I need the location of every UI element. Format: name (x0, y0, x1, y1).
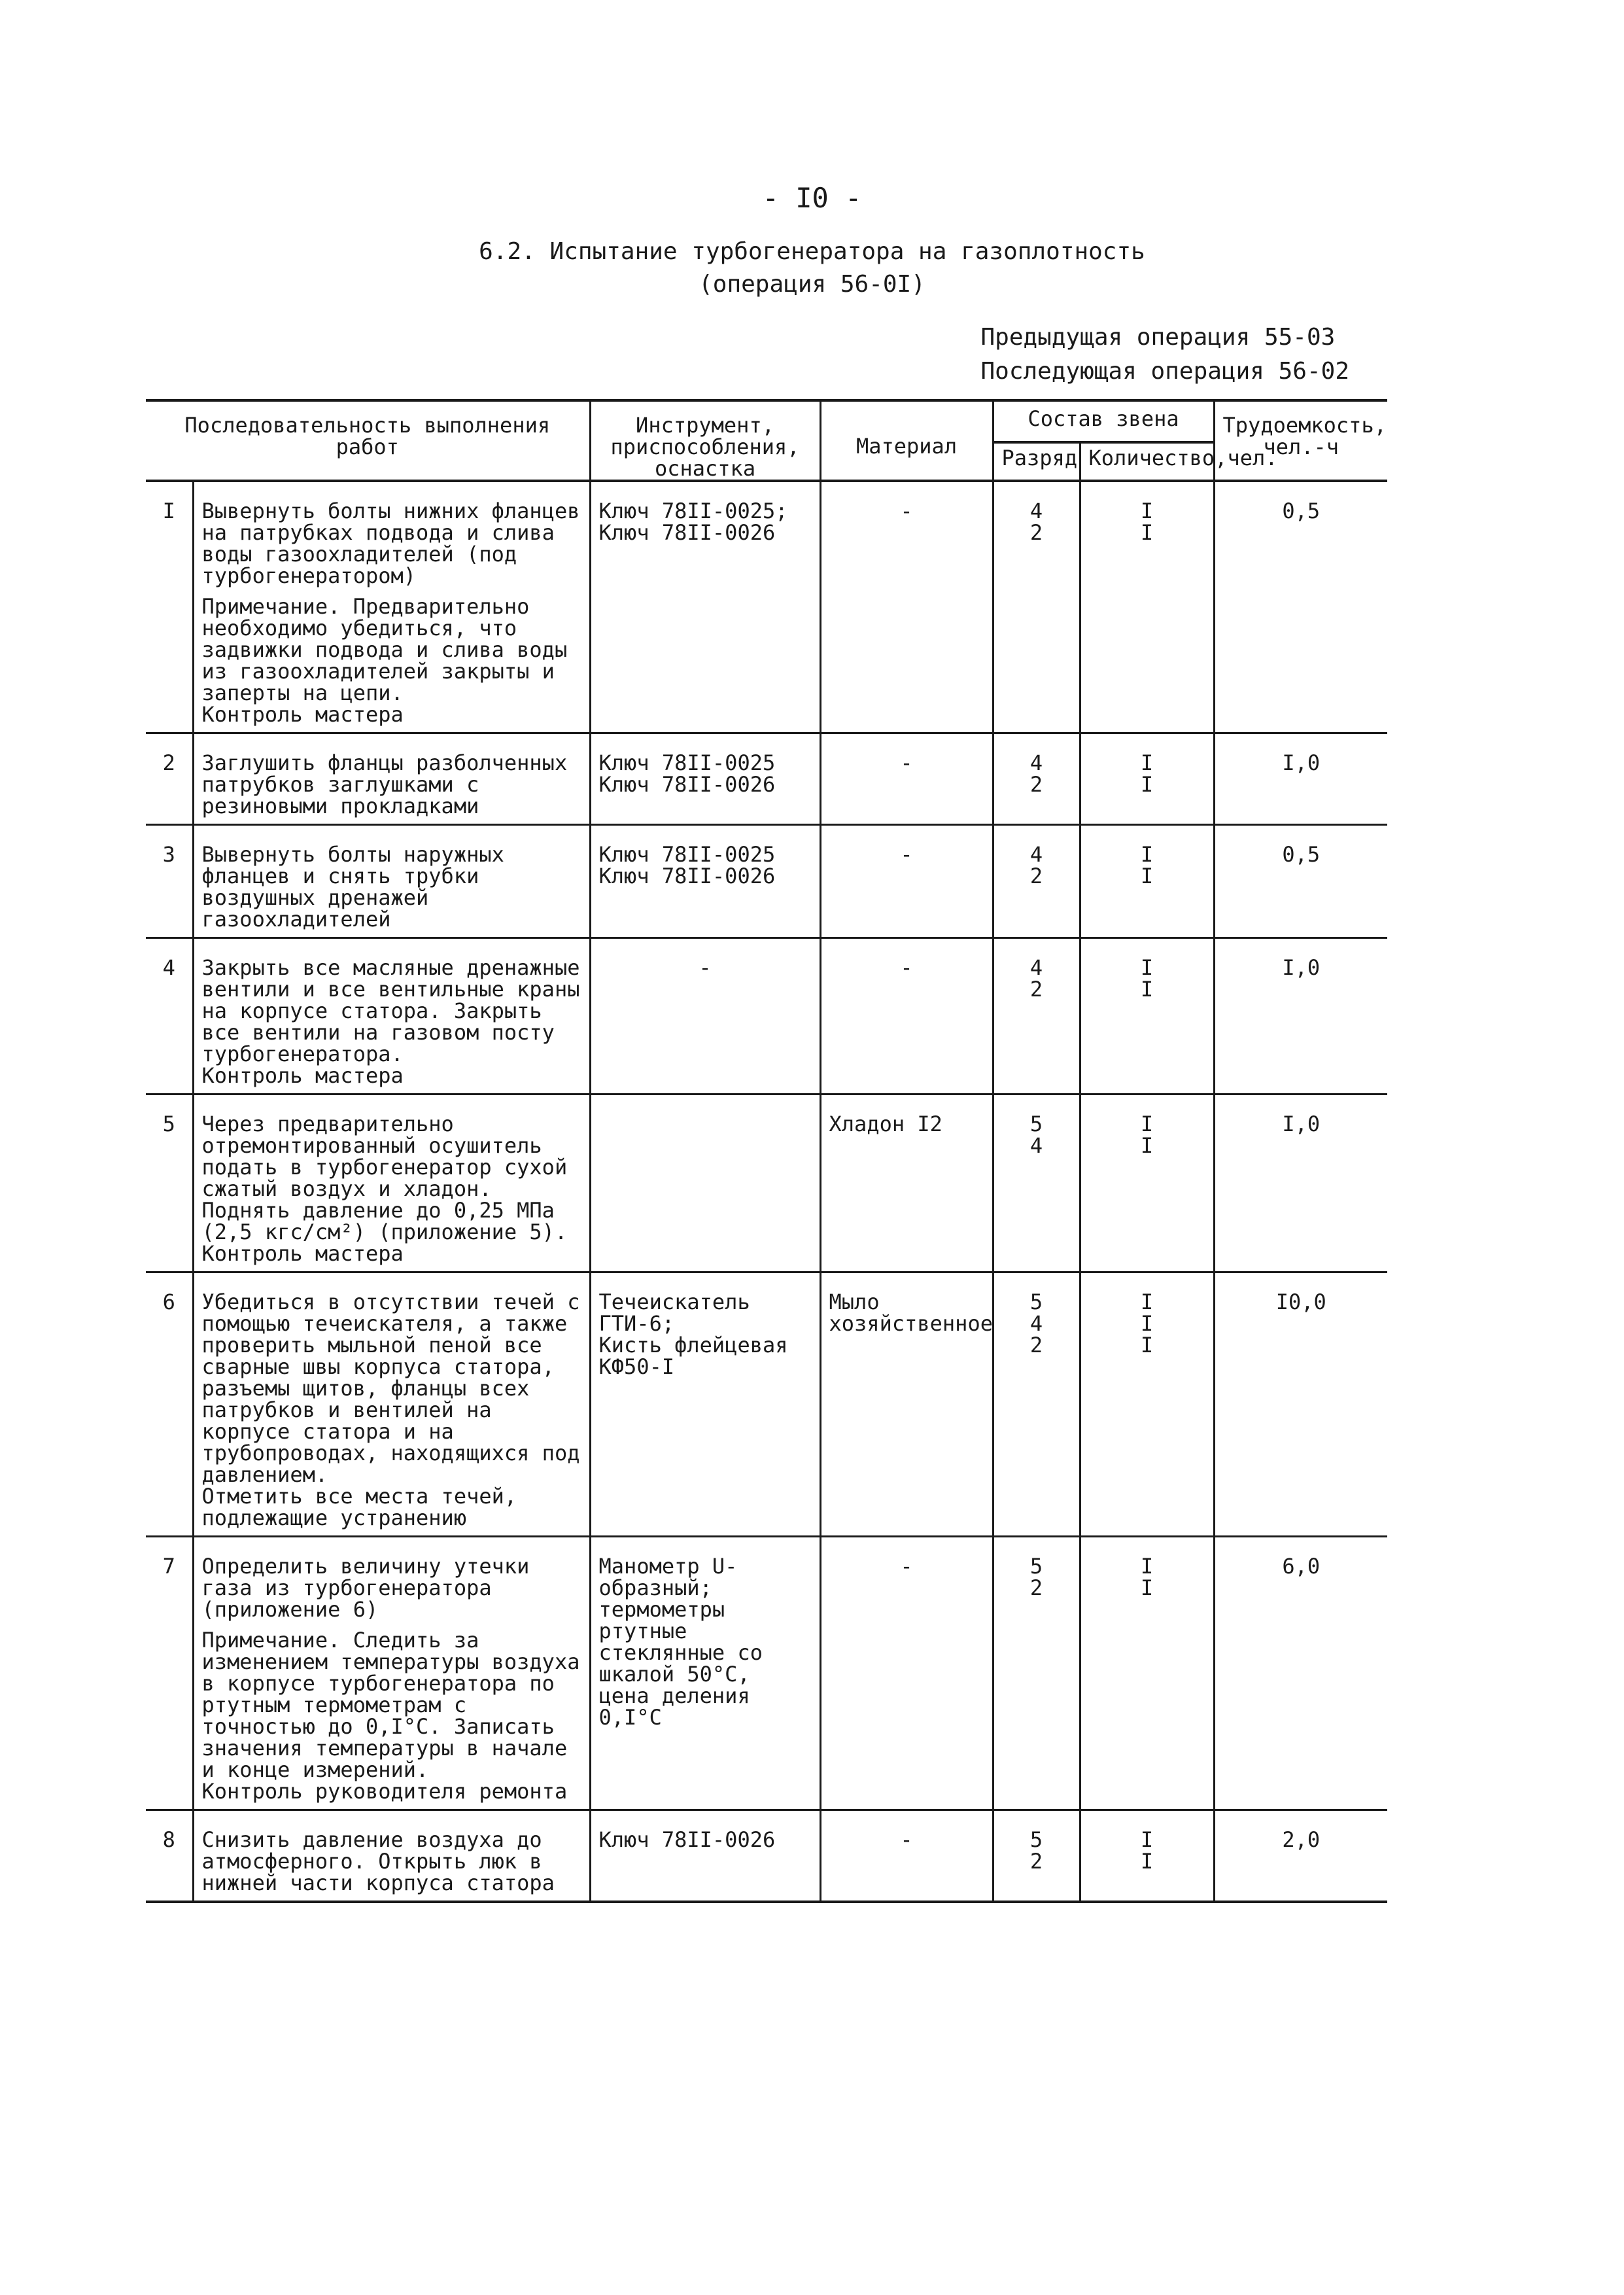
work-note: Примечание. Предварительно необходимо убедиться, что задвижки подвода и слива воды из газоохладителей закрыты и заперты на цепи. Контроль мастера (201, 594, 568, 727)
work-description-cell (193, 938, 590, 1095)
table-row (146, 1537, 1387, 1810)
work-description: Через предварительно отремонтированный осушитель подать в турбогенератор сухой сжатый воздух и хладон. Поднять давление до 0,25 МПа (2,5 кгс/см²) (приложение 5). Контроль мастера (201, 1112, 568, 1266)
row-number: 2 (146, 733, 193, 825)
tools-cell: - (590, 938, 820, 1095)
section-title (0, 236, 1624, 301)
grade-cell: 5 2 (993, 1810, 1080, 1902)
header-tools: Инструмент, приспособления, оснастка (590, 400, 820, 481)
table-header-row (146, 400, 1387, 442)
grade-cell: 4 2 (993, 938, 1080, 1095)
header-labor: Трудоемкость, чел.-ч (1214, 400, 1387, 481)
table-row (146, 938, 1387, 1095)
section-title-line2: (операция 56-0I) (699, 271, 925, 298)
labor-cell: 6,0 (1214, 1537, 1387, 1810)
material-cell: - (820, 825, 993, 938)
operations-table (146, 399, 1387, 1903)
material-cell: - (820, 1810, 993, 1902)
work-description-cell (193, 481, 590, 733)
tools-cell: Манометр U-образный; термометры ртутные стеклянные со шкалой 50°С, цена деления 0,I°С (590, 1537, 820, 1810)
tools-cell: Ключ 78II-0025 Ключ 78II-0026 (590, 825, 820, 938)
table-row (146, 1095, 1387, 1272)
section-title-line1: 6.2. Испытание турбогенератора на газоплотность (479, 238, 1145, 265)
labor-cell: 0,5 (1214, 825, 1387, 938)
material-cell: - (820, 733, 993, 825)
work-description: Снизить давление воздуха до атмосферного. Открыть люк в нижней части корпуса статора (201, 1827, 555, 1895)
table-row (146, 1810, 1387, 1902)
grade-cell: 5 4 (993, 1095, 1080, 1272)
table-row (146, 733, 1387, 825)
work-description-cell (193, 1810, 590, 1902)
labor-cell: I0,0 (1214, 1272, 1387, 1537)
header-grade: Разряд (993, 442, 1080, 481)
count-cell: I I I (1080, 1272, 1214, 1537)
header-material: Материал (820, 400, 993, 481)
work-note: Примечание. Следить за изменением температуры воздуха в корпусе турбогенератора по ртутным термометрам с точностью до 0,I°С. Записать значения температуры в начале и конце измерений. Контроль руководителя ремонта (201, 1628, 580, 1804)
tools-cell: Ключ 78II-0025; Ключ 78II-0026 (590, 481, 820, 733)
material-cell: Мыло хозяйственное (820, 1272, 993, 1537)
work-description: Заглушить фланцы разболченных патрубков заглушками с резиновыми прокладками (201, 750, 568, 818)
count-cell: I I (1080, 1537, 1214, 1810)
count-cell: I I (1080, 1095, 1214, 1272)
next-operation: Последующая операция 56-02 (980, 358, 1349, 385)
count-cell: I I (1080, 733, 1214, 825)
labor-cell: I,0 (1214, 733, 1387, 825)
count-cell: I I (1080, 825, 1214, 938)
labor-cell: I,0 (1214, 1095, 1387, 1272)
grade-cell: 4 2 (993, 481, 1080, 733)
previous-operation: Предыдущая операция 55-03 (980, 324, 1336, 351)
operation-links (980, 321, 1349, 389)
count-cell: I I (1080, 1810, 1214, 1902)
table-row (146, 1272, 1387, 1537)
grade-cell: 5 2 (993, 1537, 1080, 1810)
header-sequence: Последовательность выполнения работ (146, 400, 590, 481)
labor-cell: 2,0 (1214, 1810, 1387, 1902)
work-description-cell (193, 1537, 590, 1810)
page-number: - I0 - (762, 182, 862, 214)
grade-cell: 4 2 (993, 733, 1080, 825)
tools-cell: Течеискатель ГТИ-6; Кисть флейцевая КФ50-I (590, 1272, 820, 1537)
work-description-cell (193, 825, 590, 938)
material-cell: - (820, 938, 993, 1095)
work-description-cell (193, 1095, 590, 1272)
row-number: I (146, 481, 193, 733)
table-row (146, 481, 1387, 733)
grade-cell: 4 2 (993, 825, 1080, 938)
work-description: Вывернуть болты нижних фланцев на патрубках подвода и слива воды газоохладителей (под турбогенератором) (201, 499, 580, 588)
work-description: Определить величину утечки газа из турбогенератора (приложение 6) (201, 1554, 530, 1622)
header-count: Количество,чел. (1080, 442, 1214, 481)
work-description-cell (193, 733, 590, 825)
row-number: 3 (146, 825, 193, 938)
tools-cell: Ключ 78II-0025 Ключ 78II-0026 (590, 733, 820, 825)
header-crew: Состав звена (993, 400, 1214, 442)
work-description: Вывернуть болты наружных фланцев и снять трубки воздушных дренажей газоохладителей (201, 842, 504, 932)
labor-cell: I,0 (1214, 938, 1387, 1095)
table-row (146, 825, 1387, 938)
row-number: 8 (146, 1810, 193, 1902)
work-description: Убедиться в отсутствии течей с помощью течеискателя, а также проверить мыльной пеной все сварные швы корпуса статора, разъемы щитов, фланцы всех патрубков и вентилей на корпусе статора и на трубопроводах, находящихся под давлением. Отметить все места течей, подлежащие устранению (201, 1289, 580, 1530)
row-number: 5 (146, 1095, 193, 1272)
tools-cell (590, 1095, 820, 1272)
work-description-cell (193, 1272, 590, 1537)
grade-cell: 5 4 2 (993, 1272, 1080, 1537)
tools-cell: Ключ 78II-0026 (590, 1810, 820, 1902)
material-cell: - (820, 481, 993, 733)
material-cell: Хладон I2 (820, 1095, 993, 1272)
count-cell: I I (1080, 938, 1214, 1095)
labor-cell: 0,5 (1214, 481, 1387, 733)
work-description: Закрыть все масляные дренажные вентили и все вентильные краны на корпусе статора. Закрыть все вентили на газовом посту турбогенератора. Контроль мастера (201, 955, 580, 1088)
row-number: 6 (146, 1272, 193, 1537)
count-cell: I I (1080, 481, 1214, 733)
row-number: 4 (146, 938, 193, 1095)
row-number: 7 (146, 1537, 193, 1810)
material-cell: - (820, 1537, 993, 1810)
